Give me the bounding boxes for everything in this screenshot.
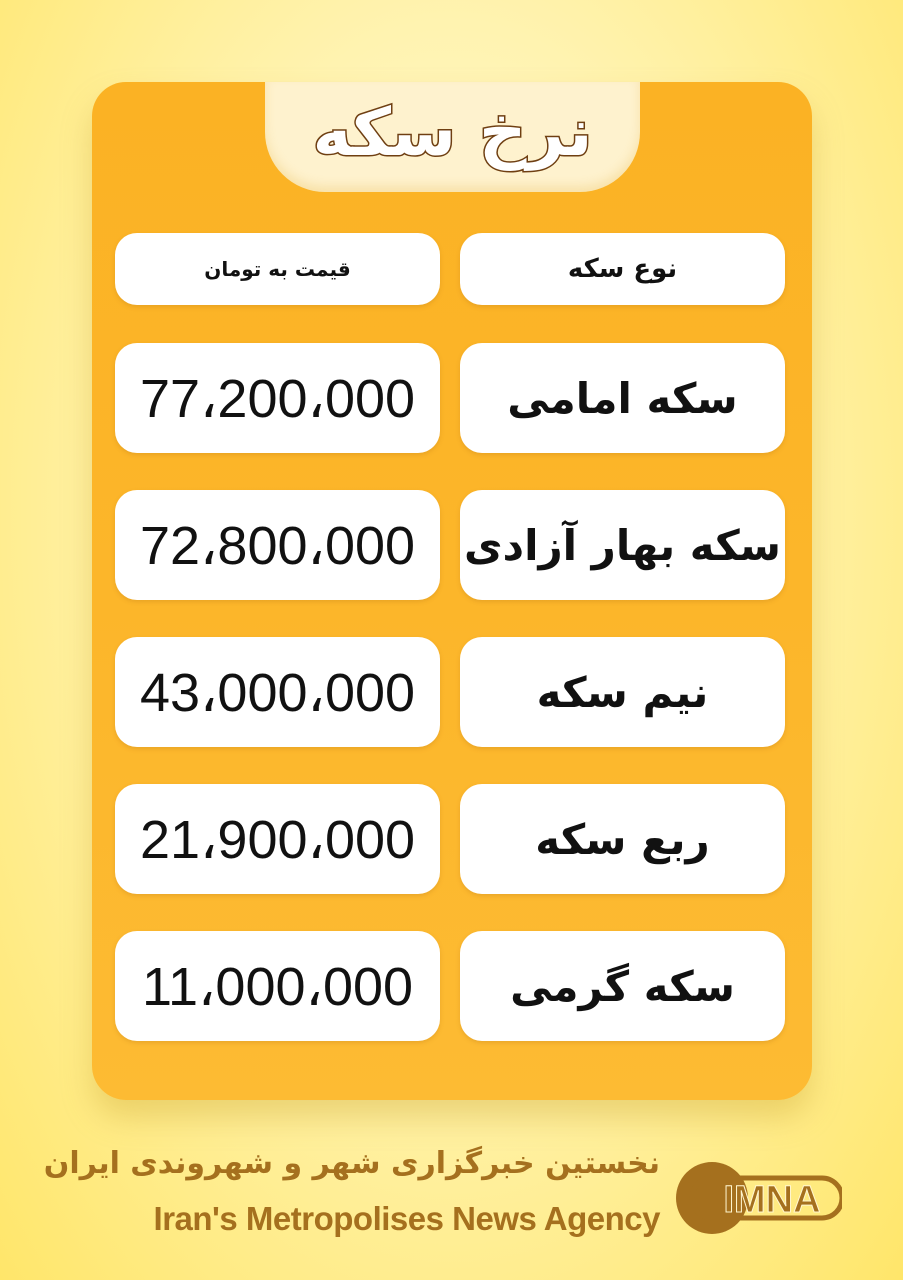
coin-price: 11،000،000 — [141, 956, 414, 1017]
column-header-price — [115, 233, 440, 305]
table-row-name — [460, 343, 785, 453]
table-row-price — [115, 637, 440, 747]
coin-name: ربع سکه — [535, 814, 710, 864]
coin-name: سکه امامی — [507, 373, 738, 423]
logo-text: IMNA — [723, 1179, 821, 1221]
page-title: نرخ سکه — [312, 93, 593, 171]
table-row-name — [460, 784, 785, 894]
table-row-price — [115, 343, 440, 453]
coin-name: سکه بهار آزادی — [464, 520, 781, 570]
coin-name: سکه گرمی — [510, 961, 735, 1011]
imna-logo — [672, 1158, 842, 1238]
footer-tagline-fa: نخستین خبرگزاری شهر و شهروندی ایران — [43, 1146, 660, 1181]
table-row-name — [460, 490, 785, 600]
table-row-price — [115, 931, 440, 1041]
table-row-price — [115, 490, 440, 600]
table-row-name — [460, 637, 785, 747]
table-row-price — [115, 784, 440, 894]
column-header-price-label: قیمت به تومان — [204, 257, 351, 281]
coin-price: 43،000،000 — [139, 662, 416, 723]
coin-price: 77،200،000 — [139, 368, 416, 429]
column-header-coin-type — [460, 233, 785, 305]
footer-tagline-en: Iran's Metropolises News Agency — [153, 1200, 660, 1237]
coin-price: 21،900،000 — [139, 809, 416, 870]
table-row-name — [460, 931, 785, 1041]
coin-name: نیم سکه — [536, 667, 709, 717]
column-header-coin-type-label: نوع سکه — [567, 254, 678, 284]
coin-price: 72،800،000 — [139, 515, 416, 576]
